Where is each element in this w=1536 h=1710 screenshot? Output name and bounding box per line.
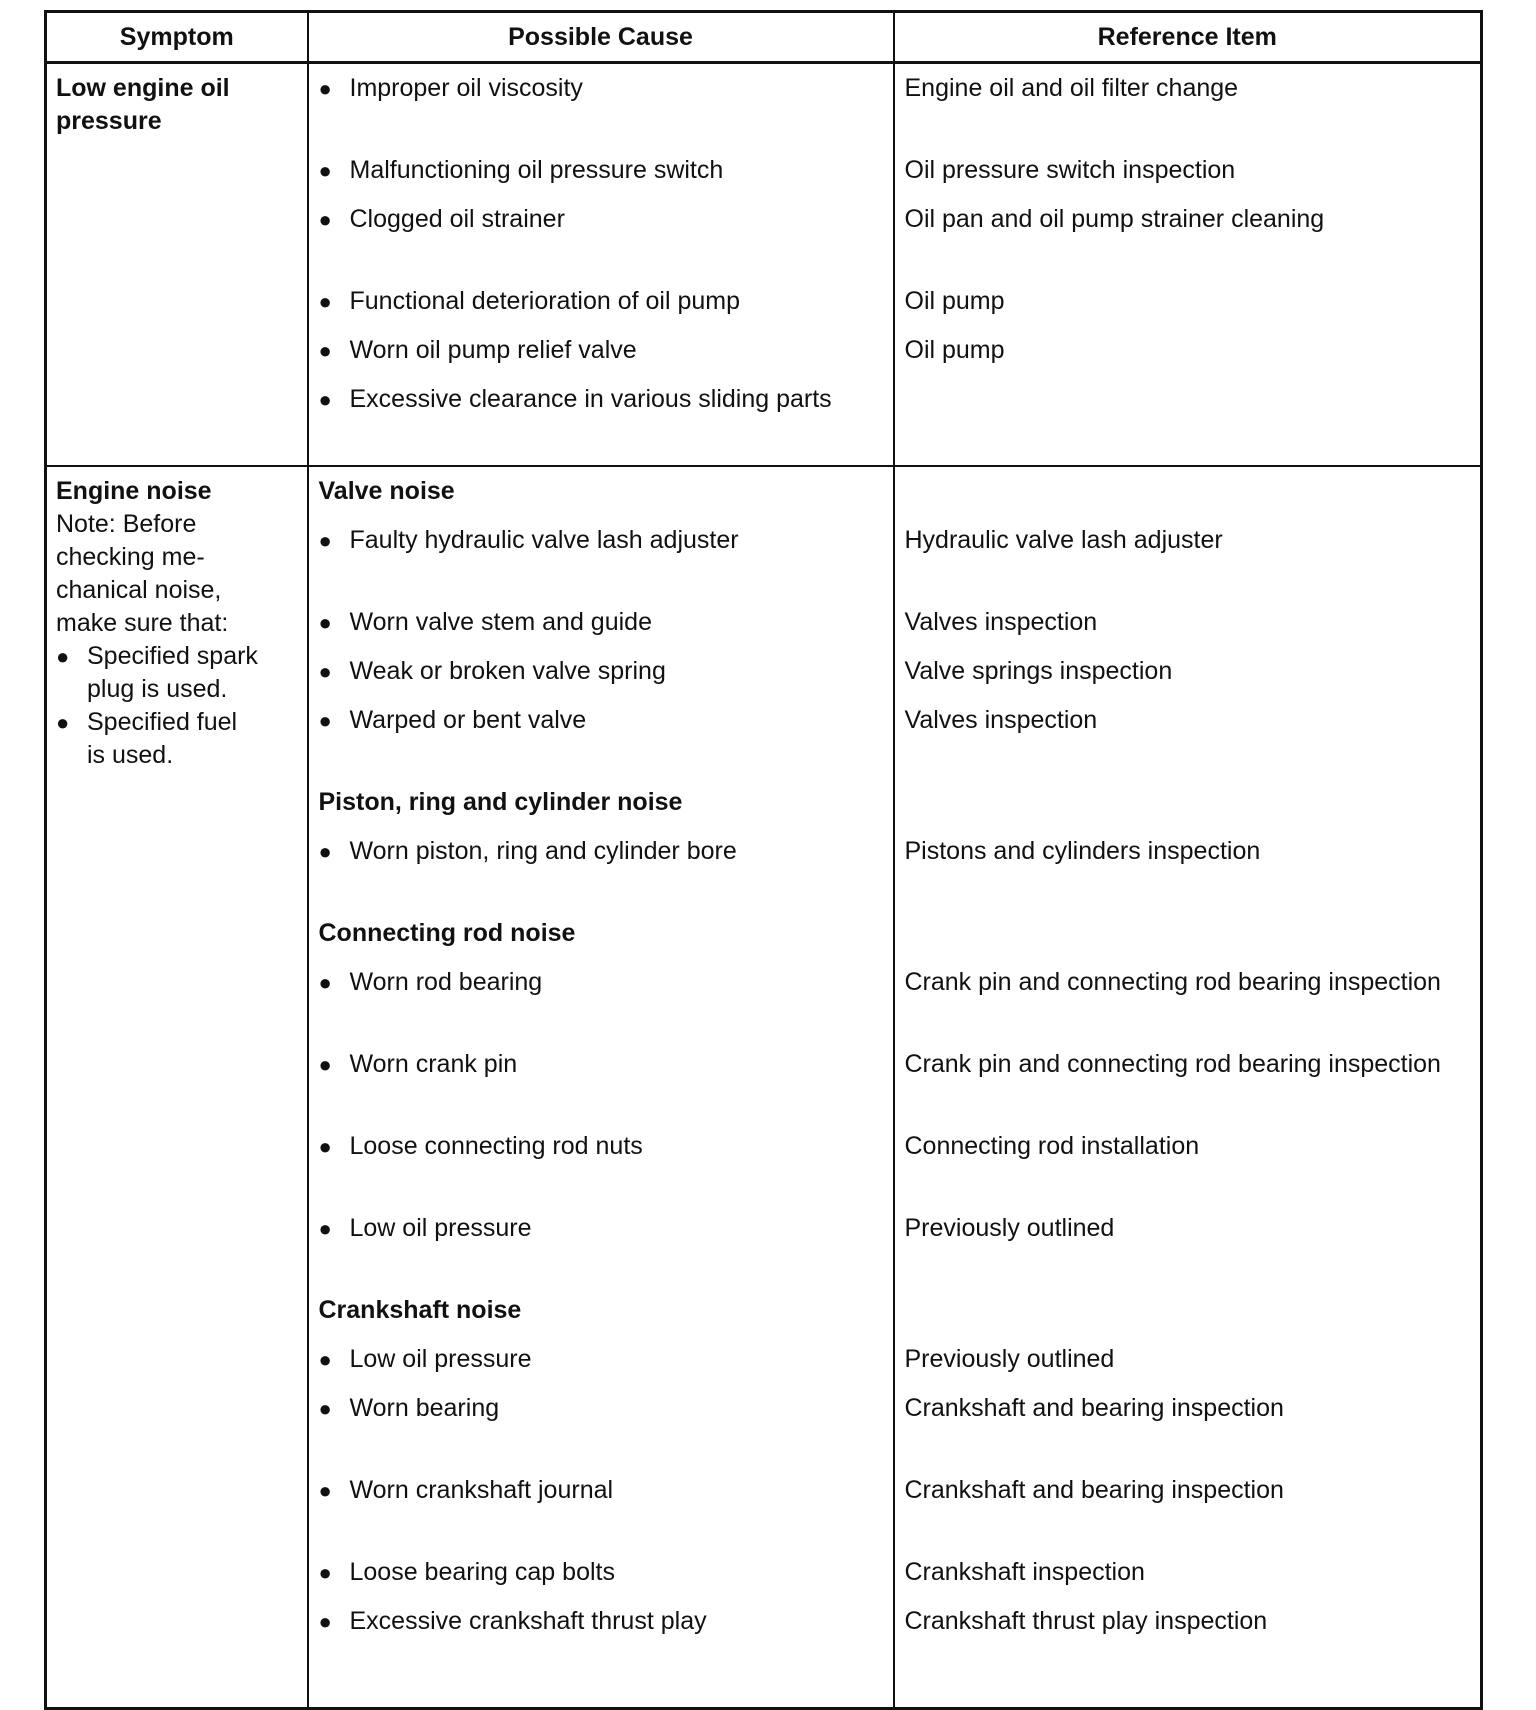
cause-text: Faulty hydraulic valve lash adjuster bbox=[349, 526, 739, 554]
bullet-icon: ● bbox=[318, 387, 332, 412]
note-bullet-line: plug is used. bbox=[87, 675, 228, 703]
bullet-icon: ● bbox=[318, 839, 332, 864]
bullet-icon: ● bbox=[318, 1609, 332, 1634]
cause-item bbox=[319, 1343, 885, 1392]
cause-text: Worn rod bearing bbox=[349, 968, 543, 996]
note-bullet-line: Specified spark bbox=[87, 642, 258, 670]
cause-item bbox=[319, 1048, 885, 1130]
table-row bbox=[46, 63, 1482, 467]
cause-item bbox=[319, 203, 885, 285]
cause-text: Clogged oil strainer bbox=[349, 205, 565, 233]
cause-item bbox=[319, 72, 885, 154]
reference-text: Oil pump bbox=[904, 287, 1005, 315]
reference-text: Engine oil and oil filter change bbox=[904, 74, 1239, 102]
note-line: chanical noise, bbox=[56, 576, 222, 604]
bullet-icon: ● bbox=[318, 970, 332, 995]
header-possible-cause: Possible Cause bbox=[308, 12, 894, 63]
bullet-icon: ● bbox=[318, 207, 332, 232]
cause-text: Excessive clearance in various sliding parts bbox=[349, 385, 832, 413]
reference-text: Crank pin and connecting rod bearing inspection bbox=[904, 1050, 1441, 1078]
reference-text: Valves inspection bbox=[904, 706, 1098, 734]
bullet-icon: ● bbox=[318, 708, 332, 733]
reference-text: Connecting rod installation bbox=[904, 1132, 1200, 1160]
cause-item bbox=[319, 524, 885, 606]
cause-text: Worn oil pump relief valve bbox=[349, 336, 637, 364]
cause-text: Loose bearing cap bolts bbox=[349, 1558, 615, 1586]
reference-text: Crank pin and connecting rod bearing inspection bbox=[904, 968, 1441, 996]
note-line: make sure that: bbox=[56, 609, 229, 637]
symptom-cell bbox=[46, 63, 308, 467]
cause-item bbox=[319, 704, 885, 786]
symptom-title: Engine noise bbox=[56, 477, 212, 505]
cause-text: Warped or bent valve bbox=[349, 706, 587, 734]
note-bullet-line: Specified fuel bbox=[87, 708, 238, 736]
reference-text bbox=[905, 917, 1473, 966]
table-row bbox=[46, 466, 1482, 1709]
reference-text bbox=[905, 383, 1473, 465]
bullet-icon: ● bbox=[318, 610, 332, 635]
cause-text: Excessive crankshaft thrust play bbox=[349, 1607, 707, 1635]
reference-text: Previously outlined bbox=[904, 1345, 1115, 1373]
note-line: Note: Before bbox=[56, 510, 197, 538]
reference-text: Oil pump bbox=[904, 336, 1005, 364]
reference-text: Crankshaft and bearing inspection bbox=[904, 1394, 1284, 1422]
cause-text: Improper oil viscosity bbox=[349, 74, 583, 102]
bullet-icon: ● bbox=[56, 710, 70, 735]
bullet-icon: ● bbox=[318, 289, 332, 314]
reference-text: Valves inspection bbox=[904, 608, 1098, 636]
reference-cell bbox=[894, 63, 1482, 467]
bullet-icon: ● bbox=[318, 659, 332, 684]
cause-subheading: Valve noise bbox=[318, 477, 455, 505]
cause-text: Functional deterioration of oil pump bbox=[349, 287, 741, 315]
cause-cell bbox=[308, 466, 894, 1709]
cause-item bbox=[319, 966, 885, 1048]
symptom-title: Low engine oil pressure bbox=[56, 74, 230, 135]
list-item bbox=[56, 640, 299, 706]
cause-text: Worn piston, ring and cylinder bore bbox=[349, 837, 737, 865]
cause-text: Weak or broken valve spring bbox=[349, 657, 666, 685]
bullet-icon: ● bbox=[318, 1347, 332, 1372]
note-bullet-line: is used. bbox=[87, 741, 174, 769]
reference-text: Crankshaft inspection bbox=[904, 1558, 1145, 1586]
bullet-icon: ● bbox=[56, 644, 70, 669]
cause-item bbox=[319, 1605, 885, 1654]
header-row bbox=[46, 12, 1482, 63]
bullet-icon: ● bbox=[318, 1560, 332, 1585]
symptom-cell bbox=[46, 466, 308, 1709]
cause-item bbox=[319, 1212, 885, 1294]
cause-text: Loose connecting rod nuts bbox=[349, 1132, 643, 1160]
cause-item bbox=[319, 154, 885, 203]
cause-text: Low oil pressure bbox=[349, 1214, 532, 1242]
reference-text: Pistons and cylinders inspection bbox=[904, 837, 1261, 865]
bullet-icon: ● bbox=[318, 158, 332, 183]
reference-text: Valve springs inspection bbox=[904, 657, 1173, 685]
symptom-note bbox=[56, 508, 299, 640]
bullet-icon: ● bbox=[318, 76, 332, 101]
cause-text: Worn bearing bbox=[349, 1394, 500, 1422]
cause-item bbox=[319, 606, 885, 655]
reference-text: Hydraulic valve lash adjuster bbox=[904, 526, 1223, 554]
reference-text bbox=[905, 786, 1473, 835]
cause-item bbox=[319, 334, 885, 383]
cause-item bbox=[319, 655, 885, 704]
cause-text: Low oil pressure bbox=[349, 1345, 532, 1373]
reference-text: Oil pressure switch inspection bbox=[904, 156, 1236, 184]
bullet-icon: ● bbox=[318, 1396, 332, 1421]
bullet-icon: ● bbox=[318, 1052, 332, 1077]
cause-text: Worn crankshaft journal bbox=[349, 1476, 614, 1504]
bullet-icon: ● bbox=[318, 1478, 332, 1503]
cause-item bbox=[319, 1392, 885, 1474]
bullet-icon: ● bbox=[318, 1134, 332, 1159]
cause-text: Worn valve stem and guide bbox=[349, 608, 652, 636]
cause-subheading: Piston, ring and cylinder noise bbox=[318, 788, 683, 816]
header-reference-item: Reference Item bbox=[894, 12, 1482, 63]
bullet-icon: ● bbox=[318, 528, 332, 553]
cause-text: Worn crank pin bbox=[349, 1050, 518, 1078]
cause-item bbox=[319, 285, 885, 334]
cause-text: Malfunctioning oil pressure switch bbox=[349, 156, 724, 184]
bullet-icon: ● bbox=[318, 338, 332, 363]
reference-text: Previously outlined bbox=[904, 1214, 1115, 1242]
troubleshooting-table bbox=[44, 10, 1483, 1710]
cause-item bbox=[319, 1130, 885, 1212]
reference-text: Crankshaft and bearing inspection bbox=[904, 1476, 1284, 1504]
reference-text: Oil pan and oil pump strainer cleaning bbox=[904, 205, 1325, 233]
list-item bbox=[56, 706, 299, 772]
cause-subheading: Crankshaft noise bbox=[318, 1296, 522, 1324]
reference-text: Crankshaft thrust play inspection bbox=[904, 1607, 1268, 1635]
note-bullet-list bbox=[56, 640, 299, 772]
note-line: checking me- bbox=[56, 543, 205, 571]
bullet-icon: ● bbox=[318, 1216, 332, 1241]
reference-text bbox=[905, 1294, 1473, 1343]
cause-item bbox=[319, 1556, 885, 1605]
cause-item bbox=[319, 1474, 885, 1556]
cause-cell bbox=[308, 63, 894, 467]
reference-text bbox=[905, 475, 1473, 524]
cause-item bbox=[319, 835, 885, 917]
cause-subheading: Connecting rod noise bbox=[318, 919, 576, 947]
header-symptom: Symptom bbox=[46, 12, 308, 63]
cause-item bbox=[319, 383, 885, 465]
reference-cell bbox=[894, 466, 1482, 1709]
